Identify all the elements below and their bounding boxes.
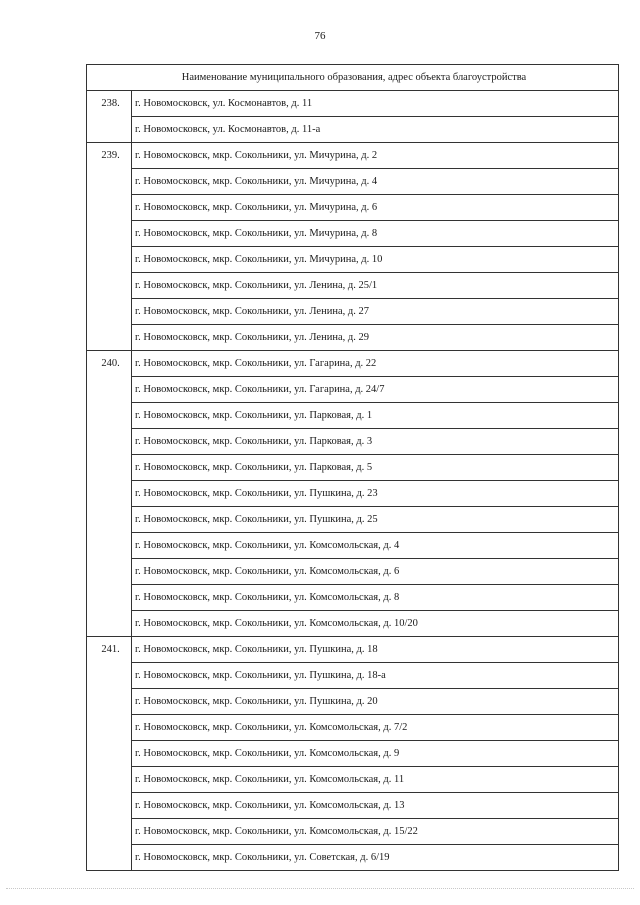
address-cell: г. Новомосковск, мкр. Сокольники, ул. Комсомольская, д. 11	[132, 767, 619, 793]
row-number: 238.	[87, 91, 132, 117]
row-number	[87, 507, 132, 533]
table-row	[87, 845, 619, 871]
table-row	[87, 169, 619, 195]
address-cell: г. Новомосковск, мкр. Сокольники, ул. Ленина, д. 27	[132, 299, 619, 325]
table-row	[87, 221, 619, 247]
row-number	[87, 793, 132, 819]
address-cell: г. Новомосковск, ул. Космонавтов, д. 11	[132, 91, 619, 117]
row-number: 239.	[87, 143, 132, 169]
table-row	[87, 377, 619, 403]
table-row	[87, 455, 619, 481]
address-cell: г. Новомосковск, мкр. Сокольники, ул. Мичурина, д. 2	[132, 143, 619, 169]
table-row	[87, 403, 619, 429]
table-row	[87, 793, 619, 819]
address-cell: г. Новомосковск, мкр. Сокольники, ул. Мичурина, д. 10	[132, 247, 619, 273]
address-cell: г. Новомосковск, мкр. Сокольники, ул. Советская, д. 6/19	[132, 845, 619, 871]
row-number	[87, 689, 132, 715]
page-bottom-edge	[6, 888, 634, 891]
address-cell: г. Новомосковск, мкр. Сокольники, ул. Комсомольская, д. 10/20	[132, 611, 619, 637]
address-cell: г. Новомосковск, мкр. Сокольники, ул. Пушкина, д. 23	[132, 481, 619, 507]
row-number	[87, 819, 132, 845]
address-cell: г. Новомосковск, мкр. Сокольники, ул. Комсомольская, д. 9	[132, 741, 619, 767]
table-row	[87, 429, 619, 455]
row-number	[87, 559, 132, 585]
table-row	[87, 819, 619, 845]
table-row	[87, 585, 619, 611]
row-number	[87, 429, 132, 455]
table-row	[87, 715, 619, 741]
address-cell: г. Новомосковск, мкр. Сокольники, ул. Мичурина, д. 4	[132, 169, 619, 195]
table-row	[87, 325, 619, 351]
table-row	[87, 741, 619, 767]
address-cell: г. Новомосковск, мкр. Сокольники, ул. Комсомольская, д. 7/2	[132, 715, 619, 741]
row-number	[87, 455, 132, 481]
address-cell: г. Новомосковск, мкр. Сокольники, ул. Парковая, д. 1	[132, 403, 619, 429]
address-cell: г. Новомосковск, мкр. Сокольники, ул. Пушкина, д. 18	[132, 637, 619, 663]
row-number	[87, 117, 132, 143]
row-number	[87, 845, 132, 871]
address-cell: г. Новомосковск, мкр. Сокольники, ул. Пушкина, д. 25	[132, 507, 619, 533]
address-cell: г. Новомосковск, мкр. Сокольники, ул. Мичурина, д. 8	[132, 221, 619, 247]
row-number	[87, 715, 132, 741]
page-number: 76	[314, 30, 326, 42]
address-cell: г. Новомосковск, мкр. Сокольники, ул. Пушкина, д. 18-а	[132, 663, 619, 689]
table-row	[87, 351, 619, 377]
table-row	[87, 299, 619, 325]
address-cell: г. Новомосковск, мкр. Сокольники, ул. Парковая, д. 3	[132, 429, 619, 455]
table-row	[87, 481, 619, 507]
address-cell: г. Новомосковск, мкр. Сокольники, ул. Ленина, д. 25/1	[132, 273, 619, 299]
address-cell: г. Новомосковск, мкр. Сокольники, ул. Мичурина, д. 6	[132, 195, 619, 221]
row-number	[87, 377, 132, 403]
row-number	[87, 767, 132, 793]
table-header: Наименование муниципального образования, адрес объекта благоустройства	[87, 65, 619, 91]
table-row	[87, 533, 619, 559]
row-number	[87, 741, 132, 767]
address-cell: г. Новомосковск, мкр. Сокольники, ул. Комсомольская, д. 15/22	[132, 819, 619, 845]
address-table	[86, 64, 619, 871]
table-row	[87, 247, 619, 273]
table-row	[87, 767, 619, 793]
address-cell: г. Новомосковск, мкр. Сокольники, ул. Ленина, д. 29	[132, 325, 619, 351]
row-number	[87, 611, 132, 637]
table-row	[87, 195, 619, 221]
row-number	[87, 247, 132, 273]
table-row	[87, 689, 619, 715]
address-cell: г. Новомосковск, мкр. Сокольники, ул. Гагарина, д. 24/7	[132, 377, 619, 403]
address-cell: г. Новомосковск, мкр. Сокольники, ул. Парковая, д. 5	[132, 455, 619, 481]
table-header-row	[87, 65, 619, 91]
address-cell: г. Новомосковск, ул. Космонавтов, д. 11-а	[132, 117, 619, 143]
row-number	[87, 273, 132, 299]
row-number	[87, 481, 132, 507]
row-number	[87, 221, 132, 247]
address-cell: г. Новомосковск, мкр. Сокольники, ул. Комсомольская, д. 8	[132, 585, 619, 611]
table-row	[87, 273, 619, 299]
table-row	[87, 611, 619, 637]
table-row	[87, 143, 619, 169]
row-number	[87, 403, 132, 429]
row-number	[87, 663, 132, 689]
row-number	[87, 585, 132, 611]
address-cell: г. Новомосковск, мкр. Сокольники, ул. Комсомольская, д. 4	[132, 533, 619, 559]
table-row	[87, 117, 619, 143]
row-number: 241.	[87, 637, 132, 663]
address-cell: г. Новомосковск, мкр. Сокольники, ул. Пушкина, д. 20	[132, 689, 619, 715]
table-row	[87, 663, 619, 689]
row-number: 240.	[87, 351, 132, 377]
address-cell: г. Новомосковск, мкр. Сокольники, ул. Гагарина, д. 22	[132, 351, 619, 377]
row-number	[87, 325, 132, 351]
address-cell: г. Новомосковск, мкр. Сокольники, ул. Комсомольская, д. 6	[132, 559, 619, 585]
table-row	[87, 559, 619, 585]
row-number	[87, 299, 132, 325]
row-number	[87, 169, 132, 195]
address-cell: г. Новомосковск, мкр. Сокольники, ул. Комсомольская, д. 13	[132, 793, 619, 819]
row-number	[87, 533, 132, 559]
table-row	[87, 91, 619, 117]
table-row	[87, 507, 619, 533]
address-table-body	[87, 65, 619, 871]
row-number	[87, 195, 132, 221]
table-row	[87, 637, 619, 663]
